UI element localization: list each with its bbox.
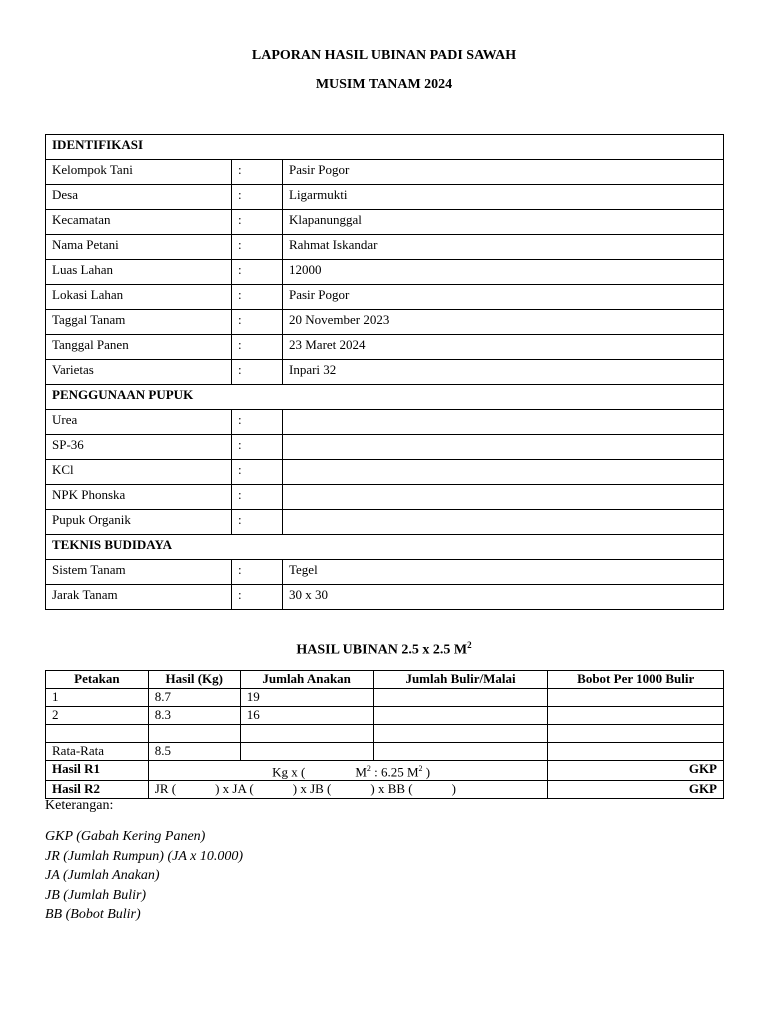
field-label: Nama Petani (46, 235, 232, 260)
field-label: Sistem Tanam (46, 560, 232, 585)
table-cell (548, 743, 724, 761)
field-colon: : (232, 485, 283, 510)
field-colon: : (232, 410, 283, 435)
col-header-petakan: Petakan (46, 671, 149, 689)
table-row (46, 285, 724, 310)
field-value: Rahmat Iskandar (283, 235, 724, 260)
table-row (46, 435, 724, 460)
field-colon: : (232, 285, 283, 310)
field-label: Pupuk Organik (46, 510, 232, 535)
table-cell (373, 707, 548, 725)
field-colon: : (232, 210, 283, 235)
field-colon: : (232, 460, 283, 485)
field-label: Desa (46, 185, 232, 210)
table-cell (373, 743, 548, 761)
table-row (46, 485, 724, 510)
field-value: Tegel (283, 560, 724, 585)
field-label: Tanggal Panen (46, 335, 232, 360)
table-cell (240, 743, 373, 761)
section-title: IDENTIFIKASI (46, 135, 724, 160)
field-value (283, 510, 724, 535)
section-title: TEKNIS BUDIDAYA (46, 535, 724, 560)
field-value: Ligarmukti (283, 185, 724, 210)
table-cell (373, 725, 548, 743)
field-value: 30 x 30 (283, 585, 724, 610)
table-row (46, 235, 724, 260)
col-header-bobot: Bobot Per 1000 Bulir (548, 671, 724, 689)
table-row (46, 707, 724, 725)
hasil-r1-unit: GKP (548, 761, 724, 781)
table-row (46, 585, 724, 610)
field-value (283, 460, 724, 485)
table-row (46, 725, 724, 743)
section-title: PENGGUNAAN PUPUK (46, 385, 724, 410)
field-label: NPK Phonska (46, 485, 232, 510)
table-row (46, 510, 724, 535)
field-value (283, 435, 724, 460)
table-row (46, 160, 724, 185)
field-colon: : (232, 585, 283, 610)
field-label: Kecamatan (46, 210, 232, 235)
identification-table (45, 134, 724, 610)
table-row (46, 360, 724, 385)
col-header-jumlah-bulir: Jumlah Bulir/Malai (373, 671, 548, 689)
table-cell: 8.7 (148, 689, 240, 707)
field-label: Urea (46, 410, 232, 435)
table-cell (548, 725, 724, 743)
field-value: Klapanunggal (283, 210, 724, 235)
table-row (46, 689, 724, 707)
field-value: Pasir Pogor (283, 160, 724, 185)
report-title: LAPORAN HASIL UBINAN PADI SAWAH (251, 48, 517, 63)
table-row (46, 260, 724, 285)
table-cell: 1 (46, 689, 149, 707)
table-row (46, 310, 724, 335)
table-cell (148, 725, 240, 743)
field-label: Luas Lahan (46, 260, 232, 285)
table-row (46, 410, 724, 435)
hasil-r2-label: Hasil R2 (46, 781, 149, 799)
field-colon: : (232, 510, 283, 535)
hasil-ubinan-title: HASIL UBINAN 2.5 x 2.5 $M^2$ (296, 640, 472, 658)
hasil-r1-row (46, 761, 724, 781)
table-cell: 8.3 (148, 707, 240, 725)
field-value: 20 November 2023 (283, 310, 724, 335)
hasil-r2-unit: GKP (548, 781, 724, 799)
field-colon: : (232, 160, 283, 185)
table-row (46, 335, 724, 360)
table-row (46, 210, 724, 235)
note-item: GKP (Gabah Kering Panen) (45, 829, 206, 844)
field-value: 12000 (283, 260, 724, 285)
hasil-ubinan-table (45, 670, 724, 799)
col-header-jumlah-anakan: Jumlah Anakan (240, 671, 373, 689)
section-header-row (46, 135, 724, 160)
table-cell: 16 (240, 707, 373, 725)
table-cell: 8.5 (148, 743, 240, 761)
field-value: Pasir Pogor (283, 285, 724, 310)
field-value: 23 Maret 2024 (283, 335, 724, 360)
note-item: JB (Jumlah Bulir) (45, 887, 147, 903)
keterangan-label: Keterangan: (45, 798, 114, 813)
note-item: JR (Jumlah Rumpun) (JA x 10.000) (45, 848, 244, 864)
field-colon: : (232, 185, 283, 210)
field-colon: : (232, 235, 283, 260)
keterangan-notes (45, 827, 243, 925)
field-colon: : (232, 335, 283, 360)
note-item: JA (Jumlah Anakan) (45, 868, 160, 883)
table-row (46, 185, 724, 210)
table-cell: 19 (240, 689, 373, 707)
note-item: BB (Bobot Bulir) (45, 907, 141, 922)
field-colon: : (232, 310, 283, 335)
hasil-r1-label: Hasil R1 (46, 761, 149, 781)
field-label: SP-36 (46, 435, 232, 460)
hasil-r2-row (46, 781, 724, 799)
table-cell (373, 689, 548, 707)
field-colon: : (232, 560, 283, 585)
hasil-r1-formula: Kg x ( $M^2$ : 6.25 $M^2$ ) (148, 761, 548, 781)
field-colon: : (232, 360, 283, 385)
field-value: Inpari 32 (283, 360, 724, 385)
field-label: Taggal Tanam (46, 310, 232, 335)
report-subtitle: MUSIM TANAM 2024 (315, 77, 453, 92)
section-header-row (46, 385, 724, 410)
table-cell (548, 689, 724, 707)
field-value (283, 485, 724, 510)
field-value (283, 410, 724, 435)
table-header-row (46, 671, 724, 689)
table-cell (240, 725, 373, 743)
hasil-r2-formula: JR ( ) x JA ( ) x JB ( ) x BB ( ) (148, 781, 548, 799)
table-cell (548, 707, 724, 725)
table-row (46, 560, 724, 585)
field-label: KCl (46, 460, 232, 485)
field-label: Lokasi Lahan (46, 285, 232, 310)
table-cell: Rata-Rata (46, 743, 149, 761)
field-label: Jarak Tanam (46, 585, 232, 610)
table-row (46, 460, 724, 485)
col-header-hasil: Hasil (Kg) (148, 671, 240, 689)
field-label: Kelompok Tani (46, 160, 232, 185)
section-header-row (46, 535, 724, 560)
field-colon: : (232, 260, 283, 285)
table-cell (46, 725, 149, 743)
field-label: Varietas (46, 360, 232, 385)
table-row (46, 743, 724, 761)
field-colon: : (232, 435, 283, 460)
table-cell: 2 (46, 707, 149, 725)
